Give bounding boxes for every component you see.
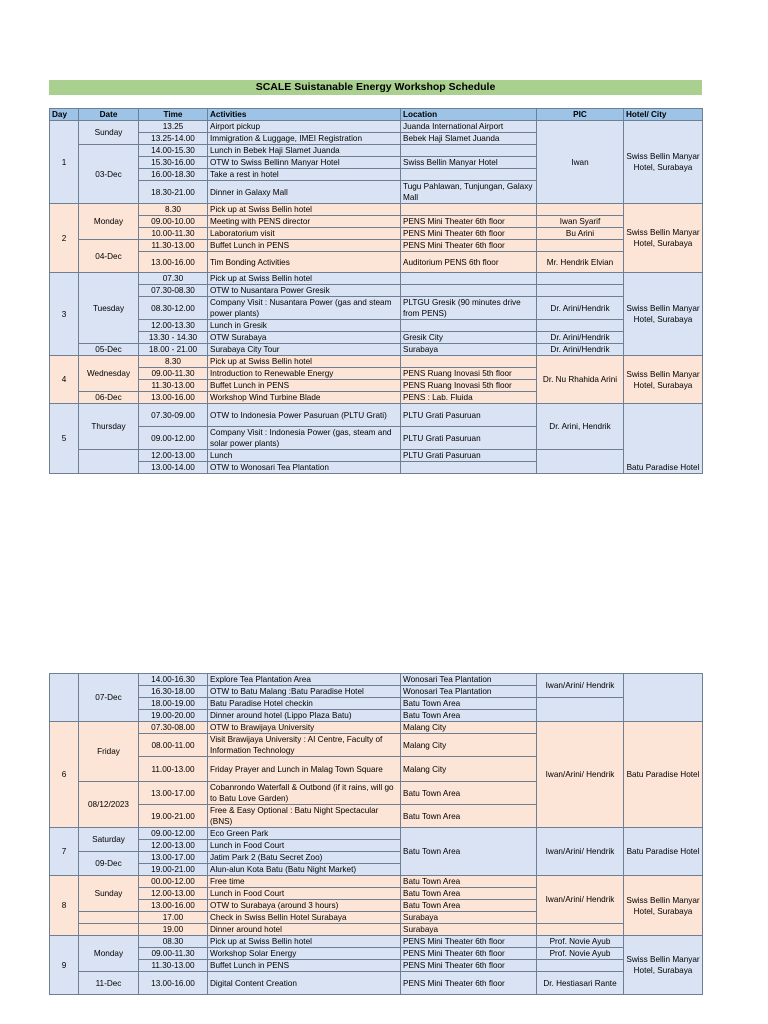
- activity-cell: Workshop Wind Turbine Blade: [208, 392, 401, 404]
- day-number: 6: [50, 722, 79, 828]
- time-cell: 07.30-08.00: [139, 722, 208, 734]
- activity-cell: OTW to Nusantara Power Gresik: [208, 285, 401, 297]
- location-cell: PENS Ruang Inovasi 5th floor: [401, 380, 537, 392]
- pic-cell: [537, 960, 624, 972]
- location-cell: PENS Ruang Inovasi 5th floor: [401, 368, 537, 380]
- pic-cell: Iwan: [537, 121, 624, 204]
- pic-cell: Iwan/Arini/ Hendrik: [537, 876, 624, 924]
- activity-cell: Dinner around hotel: [208, 924, 401, 936]
- time-cell: 07.30: [139, 273, 208, 285]
- time-cell: 17.00: [139, 912, 208, 924]
- activity-cell: Eco Green Park: [208, 828, 401, 840]
- activity-cell: Batu Paradise Hotel checkin: [208, 698, 401, 710]
- day-number: 8: [50, 876, 79, 936]
- day-number: 4: [50, 356, 79, 404]
- time-cell: 08.30: [139, 936, 208, 948]
- time-cell: 12.00-13.00: [139, 450, 208, 462]
- date-cell: Tuesday: [79, 273, 139, 344]
- activity-cell: Buffet Lunch in PENS: [208, 960, 401, 972]
- time-cell: 07.30-08.30: [139, 285, 208, 297]
- activity-cell: Explore Tea Plantation Area: [208, 674, 401, 686]
- table-row: [50, 674, 703, 686]
- activity-cell: Take a rest in hotel: [208, 169, 401, 181]
- location-cell: Batu Town Area: [401, 710, 537, 722]
- time-cell: 07.30-09.00: [139, 404, 208, 427]
- date-cell: Sunday: [79, 876, 139, 912]
- activity-cell: Dinner in Galaxy Mall: [208, 181, 401, 204]
- location-cell: Batu Town Area: [401, 698, 537, 710]
- location-cell: PLTU Grati Pasuruan: [401, 450, 537, 462]
- activity-cell: OTW to Wonosari Tea Plantation: [208, 462, 401, 474]
- location-cell: Batu Town Area: [401, 782, 537, 805]
- pic-cell: Prof. Novie Ayub: [537, 936, 624, 948]
- table-row: [50, 876, 703, 888]
- location-cell: PENS Mini Theater 6th floor: [401, 972, 537, 995]
- table-row: [50, 722, 703, 734]
- date-cell: 06-Dec: [79, 392, 139, 404]
- pic-cell: Bu Arini: [537, 228, 624, 240]
- day-number: 1: [50, 121, 79, 204]
- activity-cell: Surabaya City Tour: [208, 344, 401, 356]
- header-date: Date: [79, 109, 139, 121]
- table-row: [50, 698, 703, 710]
- hotel-cell: Swiss Bellin Manyar Hotel, Surabaya: [624, 204, 703, 273]
- schedule-title: SCALE Suistanable Energy Workshop Schedule: [49, 80, 702, 95]
- activity-cell: Immigration & Luggage, IMEI Registration: [208, 133, 401, 145]
- location-cell: PENS Mini Theater 6th floor: [401, 960, 537, 972]
- pic-cell: Dr. Hestiasari Rante: [537, 972, 624, 995]
- location-cell: PENS Mini Theater 6th floor: [401, 228, 537, 240]
- date-cell: Friday: [79, 722, 139, 782]
- hotel-cell: Swiss Bellin Manyar Hotel, Surabaya: [624, 876, 703, 936]
- location-cell: Batu Town Area: [401, 876, 537, 888]
- location-cell: PENS Mini Theater 6th floor: [401, 240, 537, 252]
- time-cell: 11.30-13.00: [139, 240, 208, 252]
- activity-cell: Workshop Solar Energy: [208, 948, 401, 960]
- activity-cell: OTW to Surabaya (around 3 hours): [208, 900, 401, 912]
- pic-cell: Dr. Arini/Hendrik: [537, 344, 624, 356]
- date-cell: Monday: [79, 204, 139, 240]
- time-cell: 14.00-15.30: [139, 145, 208, 157]
- header-activities: Activities: [208, 109, 401, 121]
- activity-cell: Tim Bonding Activities: [208, 252, 401, 273]
- date-cell: Sunday: [79, 121, 139, 145]
- pic-cell: Iwan/Arini/ Hendrik: [537, 722, 624, 828]
- location-cell: Malang City: [401, 757, 537, 782]
- time-cell: 16.00-18.30: [139, 169, 208, 181]
- activity-cell: Meeting with PENS director: [208, 216, 401, 228]
- pic-cell: Prof. Novie Ayub: [537, 948, 624, 960]
- table-row: [50, 924, 703, 936]
- day-number: 7: [50, 828, 79, 876]
- activity-cell: Alun-alun Kota Batu (Batu Night Market): [208, 864, 401, 876]
- header-location: Location: [401, 109, 537, 121]
- table-row: [50, 972, 703, 995]
- time-cell: 18.30-21.00: [139, 181, 208, 204]
- day-number: 3: [50, 273, 79, 356]
- time-cell: 10.00-11.30: [139, 228, 208, 240]
- location-cell: PLTU Grati Pasuruan: [401, 427, 537, 450]
- table-row: [50, 948, 703, 960]
- time-cell: 19.00-21.00: [139, 864, 208, 876]
- location-cell: Bebek Haji Slamet Juanda: [401, 133, 537, 145]
- header-day: Day: [50, 109, 79, 121]
- time-cell: 09.00-12.00: [139, 427, 208, 450]
- date-cell: 05-Dec: [79, 344, 139, 356]
- activity-cell: Introduction to Renewable Energy: [208, 368, 401, 380]
- time-cell: 19.00-21.00: [139, 805, 208, 828]
- date-cell: Monday: [79, 936, 139, 972]
- time-cell: 13.30 - 14.30: [139, 332, 208, 344]
- activity-cell: Lunch in Gresik: [208, 320, 401, 332]
- hotel-cell: Batu Paradise Hotel: [624, 404, 703, 474]
- date-cell: 11-Dec: [79, 972, 139, 995]
- schedule-table-part-2: [49, 673, 703, 995]
- pic-cell: Iwan Syarif: [537, 216, 624, 228]
- location-cell: Wonosari Tea Plantation: [401, 674, 537, 686]
- hotel-cell: Swiss Bellin Manyar Hotel, Surabaya: [624, 936, 703, 995]
- time-cell: 14.00-16.30: [139, 674, 208, 686]
- time-cell: 13.00-17.00: [139, 782, 208, 805]
- location-cell: Surabaya: [401, 344, 537, 356]
- activity-cell: Company Visit : Indonesia Power (gas, steam and solar power plants): [208, 427, 401, 450]
- time-cell: 13.00-16.00: [139, 252, 208, 273]
- header-hotel-city: Hotel/ City: [624, 109, 703, 121]
- table-row: [50, 828, 703, 840]
- time-cell: 13.00-14.00: [139, 462, 208, 474]
- date-cell: [79, 924, 139, 936]
- hotel-cell: Swiss Bellin Manyar Hotel, Surabaya: [624, 273, 703, 356]
- day-number: 5: [50, 404, 79, 474]
- time-cell: 12.00-13.30: [139, 320, 208, 332]
- location-cell: Juanda International Airport: [401, 121, 537, 133]
- time-cell: 09.00-11.30: [139, 948, 208, 960]
- time-cell: 13.00-16.00: [139, 392, 208, 404]
- time-cell: 08.30-12.00: [139, 297, 208, 320]
- time-cell: 19.00: [139, 924, 208, 936]
- time-cell: 18.00 - 21.00: [139, 344, 208, 356]
- time-cell: 8.30: [139, 356, 208, 368]
- activity-cell: Pick up at Swiss Bellin hotel: [208, 356, 401, 368]
- pic-cell: Dr. Arini/Hendrik: [537, 297, 624, 320]
- location-cell: PENS Mini Theater 6th floor: [401, 216, 537, 228]
- date-cell: [79, 912, 139, 924]
- time-cell: 11.30-13.00: [139, 380, 208, 392]
- date-cell: 07-Dec: [79, 674, 139, 722]
- activity-cell: Pick up at Swiss Bellin hotel: [208, 936, 401, 948]
- time-cell: 13.25-14.00: [139, 133, 208, 145]
- date-cell: Wednesday: [79, 356, 139, 392]
- location-cell: PENS : Lab. Fluida: [401, 392, 537, 404]
- pic-cell: Dr. Nu Rhahida Arini: [537, 356, 624, 404]
- date-cell: Saturday: [79, 828, 139, 852]
- date-cell: 08/12/2023: [79, 782, 139, 828]
- pic-cell: Iwan/Arini/ Hendrik: [537, 828, 624, 876]
- time-cell: 00.00-12.00: [139, 876, 208, 888]
- activity-cell: Buffet Lunch in PENS: [208, 240, 401, 252]
- header-pic: PIC: [537, 109, 624, 121]
- time-cell: 13.00-16.00: [139, 900, 208, 912]
- location-cell: PLTU Grati Pasuruan: [401, 404, 537, 427]
- time-cell: 09.00-10.00: [139, 216, 208, 228]
- location-cell: Surabaya: [401, 924, 537, 936]
- activity-cell: Check in Swiss Bellin Hotel Surabaya: [208, 912, 401, 924]
- activity-cell: Lunch in Food Court: [208, 840, 401, 852]
- time-cell: 15.30-16.00: [139, 157, 208, 169]
- time-cell: 16.30-18.00: [139, 686, 208, 698]
- activity-cell: Buffet Lunch in PENS: [208, 380, 401, 392]
- activity-cell: Free & Easy Optional : Batu Night Spectacular (BNS): [208, 805, 401, 828]
- header-time: Time: [139, 109, 208, 121]
- pic-cell: [537, 698, 624, 722]
- pic-cell: Dr. Arini/Hendrik: [537, 332, 624, 344]
- hotel-cell: Swiss Bellin Manyar Hotel, Surabaya: [624, 356, 703, 404]
- time-cell: 09.00-12.00: [139, 828, 208, 840]
- hotel-cell: Batu Paradise Hotel: [624, 828, 703, 876]
- activity-cell: Free time: [208, 876, 401, 888]
- location-cell: Batu Town Area: [401, 805, 537, 828]
- time-cell: 08.00-11.00: [139, 734, 208, 757]
- time-cell: 12.00-13.00: [139, 888, 208, 900]
- time-cell: 09.00-11.30: [139, 368, 208, 380]
- location-cell: Malang City: [401, 722, 537, 734]
- activity-cell: Laboratorium visit: [208, 228, 401, 240]
- activity-cell: OTW Surabaya: [208, 332, 401, 344]
- time-cell: 13.25: [139, 121, 208, 133]
- time-cell: 13.00-17.00: [139, 852, 208, 864]
- table-row: [50, 936, 703, 948]
- activity-cell: OTW to Brawijaya University: [208, 722, 401, 734]
- time-cell: 18.00-19.00: [139, 698, 208, 710]
- activity-cell: Airport pickup: [208, 121, 401, 133]
- activity-cell: Dinner around hotel (Lippo Plaza Batu): [208, 710, 401, 722]
- activity-cell: Pick up at Swiss Bellin hotel: [208, 204, 401, 216]
- activity-cell: OTW to Swiss Bellinn Manyar Hotel: [208, 157, 401, 169]
- activity-cell: Jatim Park 2 (Batu Secret Zoo): [208, 852, 401, 864]
- activity-cell: Pick up at Swiss Bellin hotel: [208, 273, 401, 285]
- date-cell: 09-Dec: [79, 852, 139, 876]
- activity-cell: Lunch in Bebek Haji Slamet Juanda: [208, 145, 401, 157]
- date-cell: Thursday: [79, 404, 139, 450]
- activity-cell: Friday Prayer and Lunch in Malag Town Square: [208, 757, 401, 782]
- time-cell: 19.00-20.00: [139, 710, 208, 722]
- location-cell: Batu Town Area: [401, 828, 537, 876]
- time-cell: 12.00-13.00: [139, 840, 208, 852]
- day-number: 2: [50, 204, 79, 273]
- hotel-cell: Swiss Bellin Manyar Hotel, Surabaya: [624, 121, 703, 204]
- location-cell: Gresik City: [401, 332, 537, 344]
- time-cell: 8.30: [139, 204, 208, 216]
- pic-cell: [537, 924, 624, 936]
- time-cell: 11.00-13.00: [139, 757, 208, 782]
- location-cell: Swiss Bellin Manyar Hotel: [401, 157, 537, 169]
- location-cell: Wonosari Tea Plantation: [401, 686, 537, 698]
- pic-cell: Iwan/Arini/ Hendrik: [537, 674, 624, 698]
- location-cell: PENS Mini Theater 6th floor: [401, 936, 537, 948]
- location-cell: Surabaya: [401, 912, 537, 924]
- time-cell: 11.30-13.00: [139, 960, 208, 972]
- day-number: [50, 674, 79, 722]
- pic-cell: Dr. Arini, Hendrik: [537, 404, 624, 450]
- location-cell: Auditorium PENS 6th floor: [401, 252, 537, 273]
- date-cell: 04-Dec: [79, 240, 139, 273]
- pic-cell: Mr. Hendrik Elvian: [537, 252, 624, 273]
- activity-cell: Cobanrondo Waterfall & Outbond (if it rains, will go to Batu Love Garden): [208, 782, 401, 805]
- activity-cell: Lunch in Food Court: [208, 888, 401, 900]
- location-cell: Batu Town Area: [401, 900, 537, 912]
- activity-cell: Lunch: [208, 450, 401, 462]
- activity-cell: OTW to Indonesia Power Pasuruan (PLTU Grati): [208, 404, 401, 427]
- day-number: 9: [50, 936, 79, 995]
- date-cell: 03-Dec: [79, 145, 139, 204]
- activity-cell: Company Visit : Nusantara Power (gas and steam power plants): [208, 297, 401, 320]
- activity-cell: Visit Brawijaya University : AI Centre, Faculty of Information Technology: [208, 734, 401, 757]
- activity-cell: Digital Content Creation: [208, 972, 401, 995]
- location-cell: Batu Town Area: [401, 888, 537, 900]
- time-cell: 13.00-16.00: [139, 972, 208, 995]
- activity-cell: OTW to Batu Malang :Batu Paradise Hotel: [208, 686, 401, 698]
- location-cell: PENS Mini Theater 6th floor: [401, 948, 537, 960]
- hotel-cell: Batu Paradise Hotel: [624, 722, 703, 828]
- hotel-cell: [624, 674, 703, 722]
- table-row: [50, 960, 703, 972]
- location-cell: PLTGU Gresik (90 minutes drive from PENS): [401, 297, 537, 320]
- location-cell: Tugu Pahlawan, Tunjungan, Galaxy Mall: [401, 181, 537, 204]
- location-cell: Malang City: [401, 734, 537, 757]
